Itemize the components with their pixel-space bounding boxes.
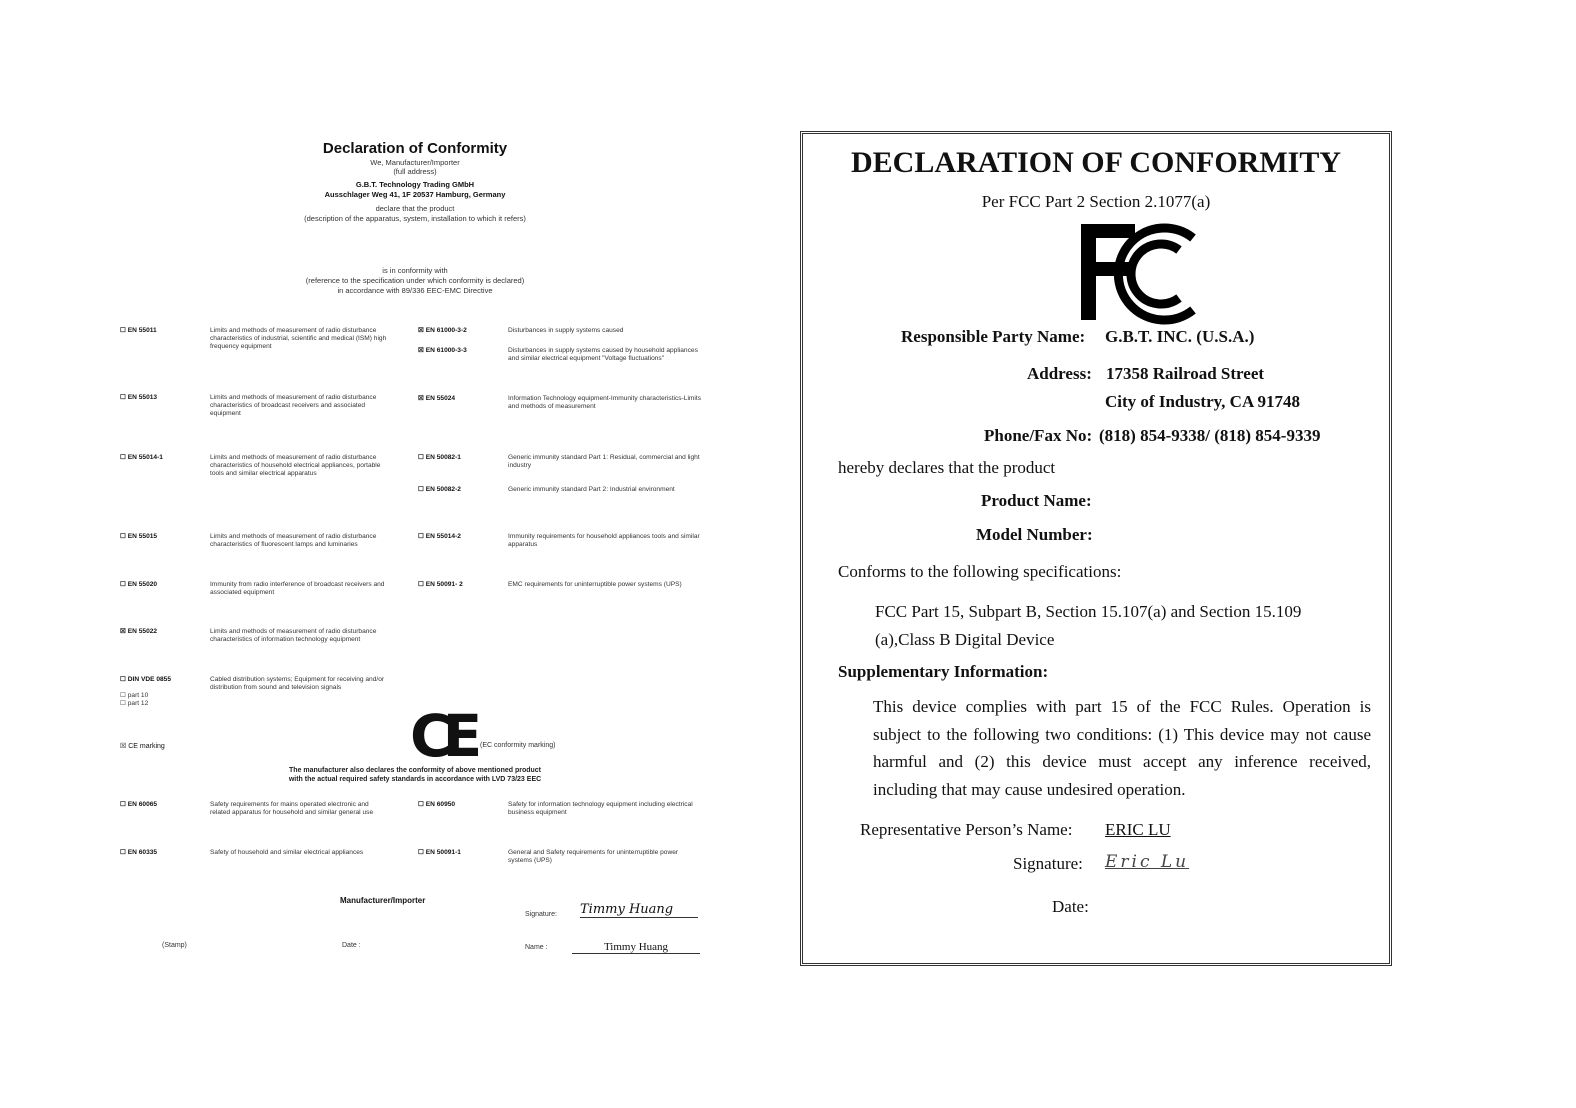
standard-description: Limits and methods of measurement of radio disturbance characteristics of fluorescent lamps and luminaries [210, 533, 377, 548]
address-label: Address: [1027, 364, 1092, 383]
eu-declaration-document [120, 136, 730, 966]
responsible-party-label: Responsible Party Name: [901, 327, 1086, 346]
standard-checkbox: ☒ [418, 347, 424, 354]
eu-title: Declaration of Conformity [322, 140, 508, 157]
eu-signature: Timmy Huang [580, 902, 698, 918]
eu-company: G.B.T. Technology Trading GMbH [355, 180, 475, 189]
standard-checkbox: ☒ [120, 628, 126, 635]
standard-description: Limits and methods of measurement of radio disturbance characteristics of household electrical appliances, portable tools and similar electrical apparatus [210, 454, 381, 477]
fcc-title: DECLARATION OF CONFORMITY [850, 146, 1341, 179]
standard-code-text: EN 50082-2 [425, 486, 461, 493]
conforms-statement: Conforms to the following specifications: [838, 562, 1122, 581]
standard-code-text: EN 50082-1 [425, 454, 461, 461]
standard-code-text: DIN VDE 0855 [127, 676, 172, 683]
stamp-label: (Stamp) [162, 942, 187, 949]
standard-code-text: EN 55022 [127, 628, 158, 635]
standard-description: Limits and methods of measurement of radio disturbance characteristics of industrial, scientific and medical (ISM) high frequency equipment [210, 327, 387, 350]
standard-checkbox: ☐ [418, 533, 424, 540]
standard-checkbox: ☒ [418, 395, 424, 402]
representative-value: ERIC LU [1105, 820, 1171, 839]
standard-checkbox: ☐ [418, 454, 424, 461]
fcc-logo-icon [1061, 216, 1211, 328]
manufacturer-note-line2: with the actual required safety standards in accordance with LVD 73/23 EEC [288, 776, 542, 783]
eu-address: Ausschlager Weg 41, 1F 20537 Hamburg, Germany [324, 190, 506, 199]
eu-date-label: Date : [342, 942, 361, 949]
standard-code [418, 801, 455, 809]
phone-fax-label: Phone/Fax No: [984, 426, 1093, 445]
standard-code [418, 454, 461, 462]
standard-code [120, 533, 157, 541]
ce-marking-checkbox: ☒ CE marking [120, 743, 165, 750]
address-line2: City of Industry, CA 91748 [1105, 392, 1301, 411]
standard-code [418, 327, 467, 335]
standard-code [418, 347, 467, 355]
standard-code [120, 327, 157, 335]
standard-code-text: EN 55014-1 [127, 454, 163, 461]
standard-code-text: EN 61000-3-2 [425, 327, 467, 334]
din-part-10: ☐ part 10 [120, 692, 149, 699]
standard-code-text: EN 50091-1 [425, 849, 461, 856]
eu-description: (description of the apparatus, system, installation to which it refers) [304, 214, 526, 223]
eu-accordance: in accordance with 89/336 EEC-EMC Directive [337, 286, 493, 295]
standard-code [120, 849, 157, 857]
standard-checkbox: ☐ [120, 849, 126, 856]
standard-description: Safety of household and similar electrical appliances [210, 849, 364, 856]
fcc-date-label: Date: [1052, 897, 1089, 916]
eu-reference: (reference to the specification under which conformity is declared) [305, 276, 525, 285]
standard-code-text: EN 55020 [127, 581, 158, 588]
eu-header-line2: (full address) [393, 167, 437, 176]
standard-code [418, 486, 461, 494]
manufacturer-note [120, 766, 710, 784]
standard-code-text: EN 55015 [127, 533, 158, 540]
standard-code [418, 849, 461, 857]
standard-checkbox: ☐ [418, 581, 424, 588]
standard-description: Generic immunity standard Part 1: Residual, commercial and light industry [508, 454, 700, 469]
standard-code [120, 581, 157, 589]
standard-checkbox: ☐ [120, 327, 126, 334]
hereby-declares: hereby declares that the product [838, 458, 1056, 477]
standard-description: Immunity requirements for household appliances tools and similar apparatus [508, 533, 700, 548]
eu-signature-label: Signature: [525, 911, 557, 918]
standard-code [120, 676, 171, 684]
standard-checkbox: ☐ [418, 801, 424, 808]
standard-checkbox: ☐ [120, 801, 126, 808]
standard-description: EMC requirements for uninterruptible power systems (UPS) [508, 581, 682, 588]
standard-checkbox: ☐ [120, 454, 126, 461]
standard-code [120, 801, 157, 809]
phone-fax-value: (818) 854-9338/ (818) 854-9339 [1099, 426, 1321, 445]
standard-code [120, 394, 157, 402]
standard-code-text: EN 55014-2 [425, 533, 461, 540]
standard-description: Safety for information technology equipment including electrical business equipment [508, 801, 693, 816]
standard-description: Safety requirements for mains operated electronic and related apparatus for household and similar general use [210, 801, 374, 816]
standard-description: Disturbances in supply systems caused by household appliances and similar electrical equipment "Voltage fluctuations" [508, 347, 698, 362]
standard-code [418, 395, 455, 403]
fcc-subtitle: Per FCC Part 2 Section 2.1077(a) [981, 192, 1211, 211]
standard-checkbox: ☐ [120, 533, 126, 540]
standard-checkbox: ☐ [418, 849, 424, 856]
standard-checkbox: ☐ [120, 676, 126, 683]
standard-description: Limits and methods of measurement of radio disturbance characteristics of broadcast receivers and associated equipment [210, 394, 377, 417]
standard-code [120, 628, 157, 636]
standard-code-text: EN 60335 [127, 849, 158, 856]
ce-logo: CE [410, 702, 473, 770]
standard-code-text: EN 61000-3-3 [425, 347, 467, 354]
standard-description: Disturbances in supply systems caused [508, 327, 624, 334]
standard-checkbox: ☐ [120, 394, 126, 401]
responsible-party-value: G.B.T. INC. (U.S.A.) [1105, 327, 1255, 346]
manufacturer-note-line1: The manufacturer also declares the conformity of above mentioned product [288, 767, 542, 774]
standard-description: Information Technology equipment-Immunity characteristics-Limits and methods of measurement [508, 395, 702, 410]
model-number-label: Model Number: [976, 525, 1093, 544]
standard-code-text: EN 55024 [425, 395, 456, 402]
standard-code-text: EN 55013 [127, 394, 158, 401]
supplementary-text: This device complies with part 15 of the FCC Rules. Operation is subject to the following two conditions: (1) This device may not cause harmful and (2) this device must accept any inference received, including that may cause undesired operation. [873, 697, 1371, 799]
eu-declare: declare that the product [375, 204, 455, 213]
eu-name-label: Name : [525, 944, 548, 951]
standard-code-text: EN 60950 [425, 801, 456, 808]
manufacturer-importer-title: Manufacturer/Importer [340, 896, 426, 905]
eu-header-line1: We, Manufacturer/Importer [370, 158, 460, 167]
standard-description: Limits and methods of measurement of radio disturbance characteristics of information technology equipment [210, 628, 377, 643]
product-name-label: Product Name: [981, 491, 1092, 510]
fcc-signature-label: Signature: [1013, 854, 1083, 873]
eu-conformity: is in conformity with [382, 266, 448, 275]
standard-checkbox: ☐ [418, 486, 424, 493]
standard-description: Cabled distribution systems; Equipment for receiving and/or distribution from sound and television signals [210, 676, 385, 691]
address-line1: 17358 Railroad Street [1106, 364, 1265, 383]
standard-code-text: EN 50091- 2 [425, 581, 463, 588]
representative-label: Representative Person’s Name: [860, 820, 1073, 839]
supplementary-label: Supplementary Information: [838, 662, 1049, 681]
ce-note: (EC conformity marking) [480, 742, 556, 749]
standard-code [418, 581, 463, 589]
standard-description: Generic immunity standard Part 2: Industrial environment [508, 486, 675, 493]
standard-code [418, 533, 461, 541]
fcc-signature: Eric Lu [1105, 852, 1190, 872]
standard-code-text: EN 55011 [127, 327, 157, 334]
din-part-12: ☐ part 12 [120, 700, 149, 707]
standard-checkbox: ☐ [120, 581, 126, 588]
standard-description: General and Safety requirements for uninterruptible power systems (UPS) [508, 849, 679, 864]
eu-name-value: Timmy Huang [572, 941, 700, 954]
standard-code-text: EN 60065 [127, 801, 158, 808]
fcc-declaration-document [800, 131, 1392, 966]
specification-text: FCC Part 15, Subpart B, Section 15.107(a) and Section 15.109 (a),Class B Digital Device [875, 602, 1302, 649]
standard-description: Immunity from radio interference of broadcast receivers and associated equipment [210, 581, 385, 596]
standard-checkbox: ☒ [418, 327, 424, 334]
standard-code [120, 454, 163, 462]
